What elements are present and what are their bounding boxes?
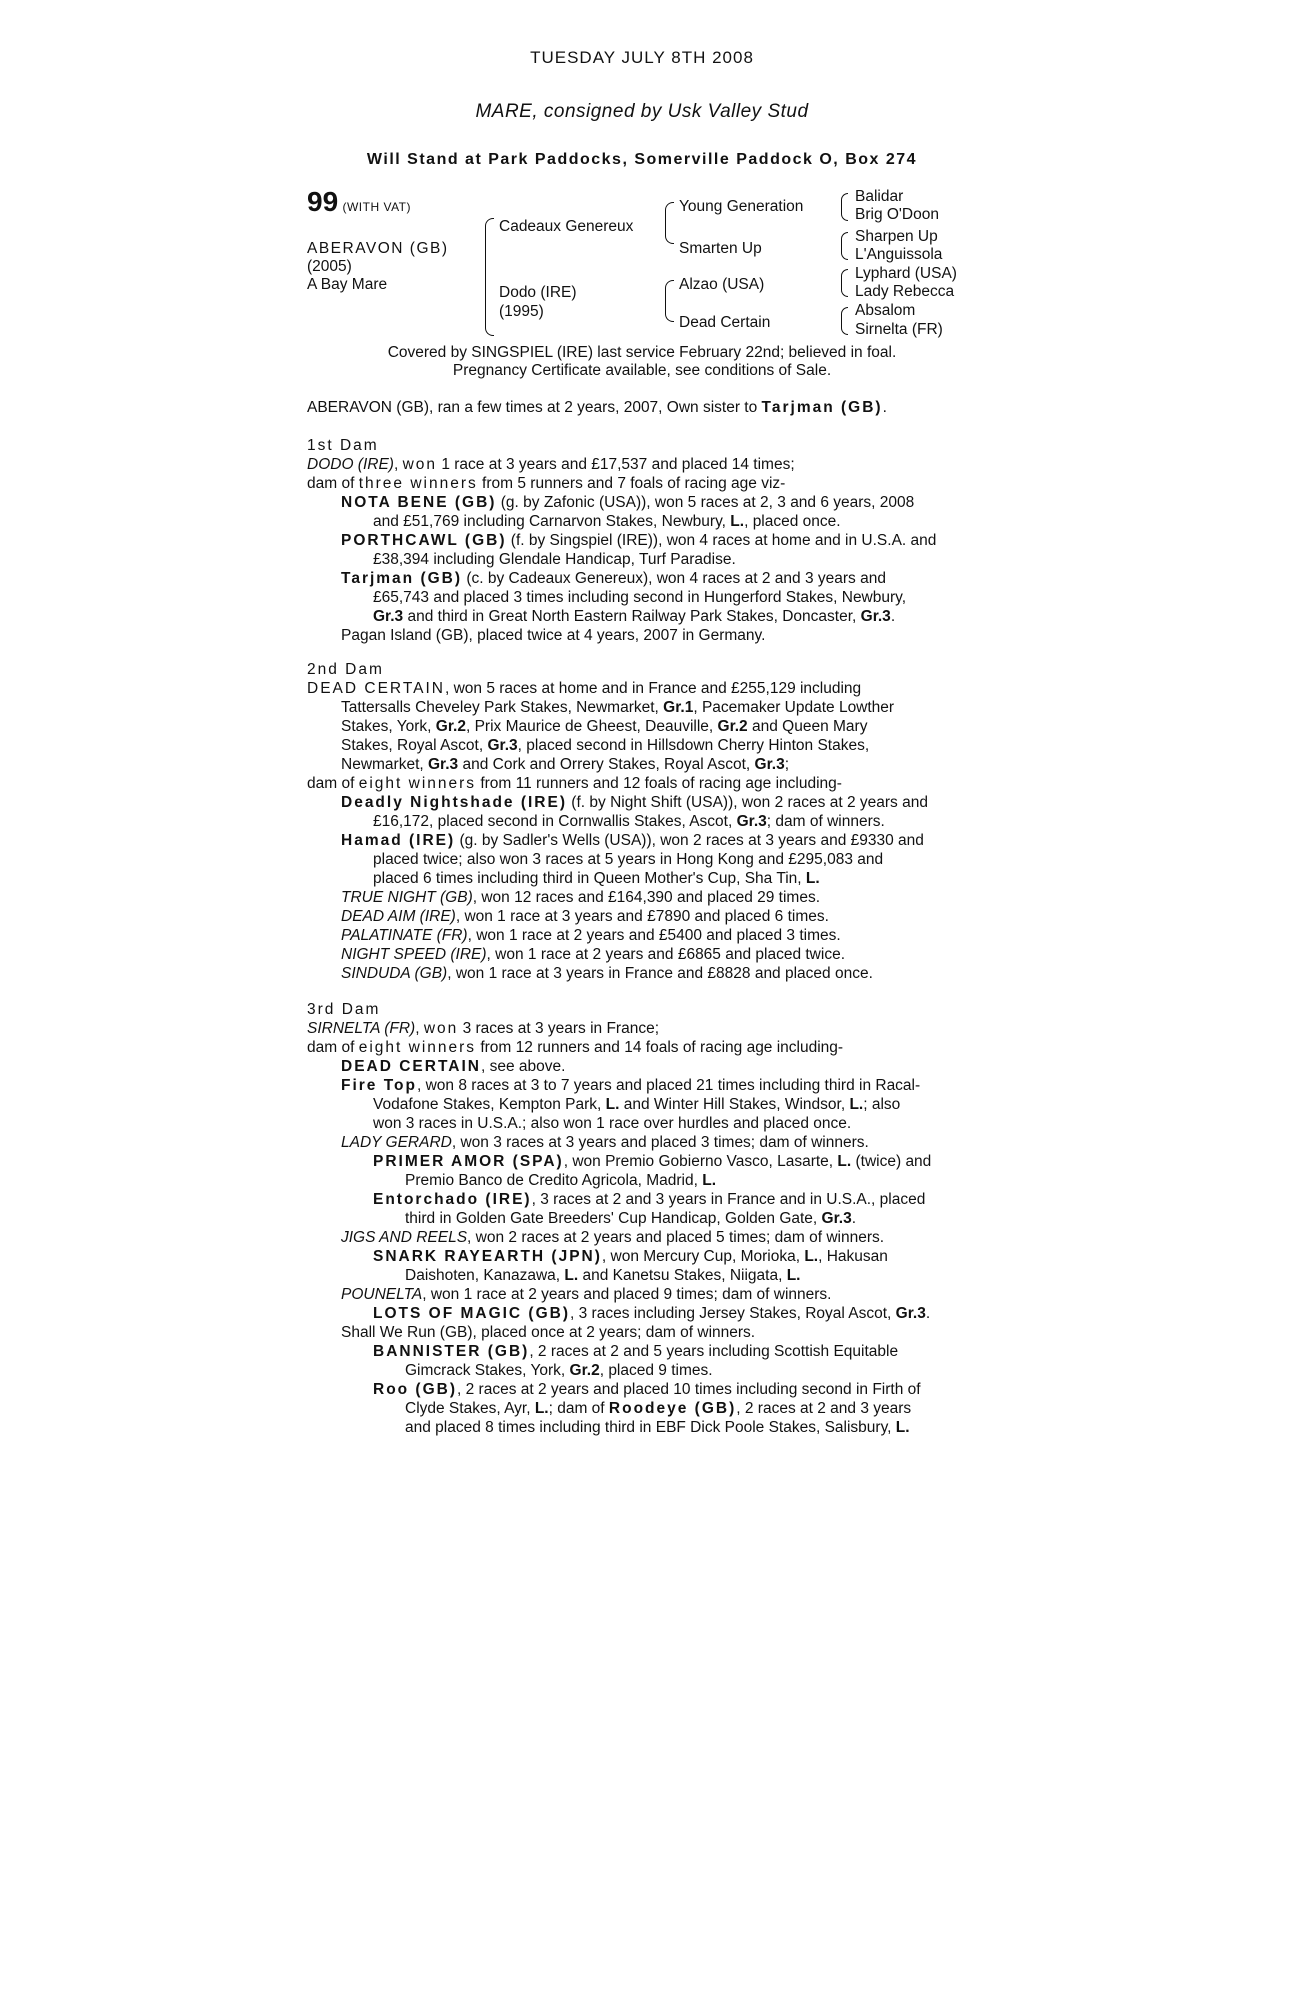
- ped-ds: Alzao (USA): [679, 276, 765, 293]
- covered-line-1: Covered by SINGSPIEL (IRE) last service February 22nd; believed in foal.: [387, 344, 897, 361]
- grade: L.: [702, 1172, 717, 1189]
- produce-rest: from 5 runners and 7 foals of racing age viz-: [477, 475, 786, 492]
- first-dam-section: [307, 436, 977, 645]
- grade: L.: [805, 870, 820, 887]
- grade: L.: [895, 1419, 910, 1436]
- produce-bannister-cont: [307, 1361, 977, 1380]
- ped-dd: Dead Certain: [679, 314, 771, 331]
- horse-description: A Bay Mare: [307, 276, 388, 293]
- produce-text: (twice) and: [851, 1153, 932, 1170]
- third-dam-heading: 3rd Dam: [307, 1001, 381, 1018]
- dam-name: DODO (IRE): [307, 456, 394, 473]
- produce-hamad-cont2: [307, 869, 977, 888]
- lot-number-value: 99: [307, 186, 339, 217]
- produce-summary: [307, 474, 977, 493]
- produce-roo-cont2: [307, 1418, 977, 1437]
- stand-location: Will Stand at Park Paddocks, Somerville Paddock O, Box 274: [366, 151, 918, 168]
- produce-deadly-nightshade-cont: [307, 812, 977, 831]
- produce-pounelta: [307, 1285, 977, 1304]
- produce-text: , won 1 race at 3 years in France and £8828 and placed once.: [447, 965, 873, 982]
- produce-text: , placed once.: [744, 513, 841, 530]
- produce-name: Deadly Nightshade (IRE): [341, 794, 567, 811]
- produce-text: and Winter Hill Stakes, Windsor,: [619, 1096, 850, 1113]
- ped-dsd: Lady Rebecca: [855, 283, 955, 300]
- brace-3b: [841, 232, 848, 260]
- produce-nota-bene: [307, 493, 977, 512]
- racing-record: [307, 398, 977, 417]
- produce-pagan-island: Pagan Island (GB), placed twice at 4 years, 2007 in Germany.: [341, 627, 766, 644]
- grade: Gr.3: [428, 756, 459, 773]
- produce-text: and third in Great North Eastern Railway Park Stakes, Doncaster,: [403, 608, 861, 625]
- dam-record: , Prix Maurice de Gheest, Deauville,: [465, 718, 718, 735]
- ped-sss: Balidar: [855, 188, 904, 205]
- second-dam-line-3: [307, 717, 977, 736]
- pedigree-table: [307, 188, 977, 348]
- produce-text: , 3 races including Jersey Stakes, Royal Ascot,: [570, 1305, 896, 1322]
- produce-fire-top: [307, 1076, 977, 1095]
- produce-pre: dam of: [307, 475, 359, 492]
- produce-text: placed 6 times including third in Queen Mother's Cup, Sha Tin,: [373, 870, 806, 887]
- ped-dds: Absalom: [855, 302, 916, 319]
- grade: L.: [564, 1267, 579, 1284]
- dam-record: Stakes, York,: [341, 718, 436, 735]
- produce-name: NOTA BENE (GB): [341, 494, 497, 511]
- produce-text: (g. by Sadler's Wells (USA)), won 2 races at 3 years and £9330 and: [455, 832, 924, 849]
- ped-sdd: L'Anguissola: [855, 246, 943, 263]
- produce-text: ; dam of winners.: [766, 813, 885, 830]
- produce-fire-top-cont: [307, 1095, 977, 1114]
- dam-record: and Queen Mary: [747, 718, 868, 735]
- produce-name: POUNELTA: [341, 1286, 423, 1303]
- dam-record: 1 race at 3 years and £17,537 and placed 14 times;: [437, 456, 795, 473]
- produce-text: .: [925, 1305, 931, 1322]
- covered-line-2: Pregnancy Certificate available, see conditions of Sale.: [452, 362, 832, 379]
- produce-text: , see above.: [480, 1058, 566, 1075]
- produce-name: Hamad (IRE): [341, 832, 456, 849]
- produce-hamad: [307, 831, 977, 850]
- produce-text: , won 8 races at 3 to 7 years and placed 21 times including third in Racal-: [417, 1077, 921, 1094]
- produce-name: Fire Top: [341, 1077, 417, 1094]
- produce-name: TRUE NIGHT (GB): [341, 889, 473, 906]
- produce-text: and Kanetsu Stakes, Niigata,: [578, 1267, 787, 1284]
- produce-text: £16,172, placed second in Cornwallis Stakes, Ascot,: [373, 813, 737, 830]
- grade: Gr.2: [569, 1362, 600, 1379]
- grade: Gr.3: [487, 737, 518, 754]
- produce-text: , won Mercury Cup, Morioka,: [601, 1248, 805, 1265]
- produce-nota-bene-cont: [307, 512, 977, 531]
- produce-roo: [307, 1380, 977, 1399]
- produce-pre: dam of: [307, 1039, 359, 1056]
- produce-text: , won 1 race at 3 years and £7890 and placed 6 times.: [455, 908, 829, 925]
- produce-entorchado: [307, 1190, 977, 1209]
- produce-name: JIGS AND REELS: [341, 1229, 468, 1246]
- produce-text: , won 1 race at 2 years and placed 9 times; dam of winners.: [422, 1286, 832, 1303]
- second-dam-line: [307, 679, 977, 698]
- dam-record: Newmarket,: [341, 756, 428, 773]
- ped-dam: Dodo (IRE): [499, 284, 577, 301]
- grade: L.: [786, 1267, 801, 1284]
- produce-text: third in Golden Gate Breeders' Cup Handicap, Golden Gate,: [405, 1210, 822, 1227]
- produce-text: , 2 races at 2 years and placed 10 times including second in Firth of: [457, 1381, 921, 1398]
- dam-name: SIRNELTA (FR): [307, 1020, 416, 1037]
- produce-text: (f. by Night Shift (USA)), won 2 races at 2 years and: [567, 794, 928, 811]
- produce-name: DEAD AIM (IRE): [341, 908, 456, 925]
- produce-name: PORTHCAWL (GB): [341, 532, 507, 549]
- sister-name: Tarjman (GB): [761, 399, 883, 416]
- produce-name: LOTS OF MAGIC (GB): [373, 1305, 571, 1322]
- second-dam-line-5: [307, 755, 977, 774]
- produce-text: , won Premio Gobierno Vasco, Lasarte,: [563, 1153, 838, 1170]
- grade: L.: [730, 513, 745, 530]
- produce-summary: [307, 774, 977, 793]
- ped-ss: Young Generation: [679, 198, 804, 215]
- produce-text: .: [890, 608, 896, 625]
- produce-sinduda: [307, 964, 977, 983]
- produce-text: , 2 races at 2 and 3 years: [736, 1400, 912, 1417]
- brace-3a: [841, 193, 848, 221]
- produce-name: SINDUDA (GB): [341, 965, 448, 982]
- produce-text: ; dam of: [548, 1400, 609, 1417]
- second-dam-line-4: [307, 736, 977, 755]
- horse-details: [307, 240, 449, 294]
- brace-3d: [841, 307, 848, 335]
- produce-night-speed: [307, 945, 977, 964]
- produce-text: , placed 9 times.: [599, 1362, 713, 1379]
- ped-dam-year: (1995): [499, 303, 544, 320]
- horse-name: ABERAVON (GB): [307, 240, 449, 257]
- grade: Gr.3: [821, 1210, 852, 1227]
- produce-text: and £51,769 including Carnarvon Stakes, Newbury,: [373, 513, 731, 530]
- brace-2a: [665, 202, 674, 244]
- produce-palatinate: [307, 926, 977, 945]
- racing-suffix: .: [882, 399, 887, 416]
- produce-porthcawl: [307, 531, 977, 550]
- produce-lady-gerard: [307, 1133, 977, 1152]
- produce-text: Gimcrack Stakes, York,: [405, 1362, 570, 1379]
- produce-name: Roo (GB): [373, 1381, 458, 1398]
- horse-year: (2005): [307, 258, 352, 275]
- produce-name: SNARK RAYEARTH (JPN): [373, 1248, 602, 1265]
- produce-porthcawl-cont: £38,394 including Glendale Handicap, Turf Paradise.: [373, 551, 736, 568]
- dam-record: and Cork and Orrery Stakes, Royal Ascot,: [458, 756, 755, 773]
- brace-2b: [665, 280, 674, 322]
- grade: L.: [837, 1153, 852, 1170]
- produce-name: NIGHT SPEED (IRE): [341, 946, 487, 963]
- dam-record: 3 races at 3 years in France;: [458, 1020, 660, 1037]
- produce-deadly-nightshade: [307, 793, 977, 812]
- produce-name: DEAD CERTAIN: [341, 1058, 481, 1075]
- winners-count: eight winners: [358, 1039, 477, 1056]
- vat-note: (WITH VAT): [342, 200, 412, 214]
- produce-text: , won 1 race at 2 years and £5400 and placed 3 times.: [467, 927, 841, 944]
- winners-count: three winners: [358, 475, 478, 492]
- grade: L.: [605, 1096, 620, 1113]
- won-word: won: [423, 1020, 459, 1037]
- produce-pre: dam of: [307, 775, 359, 792]
- grade: Gr.2: [435, 718, 466, 735]
- grade: Gr.2: [717, 718, 748, 735]
- produce-text: , 3 races at 2 and 3 years in France and in U.S.A., placed: [531, 1191, 926, 1208]
- produce-rest: from 11 runners and 12 foals of racing age including-: [476, 775, 842, 792]
- dam-record: , won 5 races at home and in France and £255,129 including: [444, 680, 862, 697]
- produce-name: Tarjman (GB): [341, 570, 463, 587]
- produce-text: and placed 8 times including third in EBF Dick Poole Stakes, Salisbury,: [405, 1419, 896, 1436]
- produce-jigs-and-reels: [307, 1228, 977, 1247]
- produce-bannister: [307, 1342, 977, 1361]
- ped-ssd: Brig O'Doon: [855, 206, 939, 223]
- produce-name: PRIMER AMOR (SPA): [373, 1153, 564, 1170]
- produce-name: Entorchado (IRE): [373, 1191, 532, 1208]
- racing-text: ABERAVON (GB), ran a few times at 2 years, 2007, Own sister to: [307, 399, 762, 416]
- ped-sds: Sharpen Up: [855, 228, 938, 245]
- produce-true-night: [307, 888, 977, 907]
- grade: L.: [804, 1248, 819, 1265]
- produce-dead-aim: [307, 907, 977, 926]
- produce-tarjman-cont2: [307, 607, 977, 626]
- second-dam-line-2: [307, 698, 977, 717]
- produce-text: ; also: [863, 1096, 901, 1113]
- produce-name: Roodeye (GB): [608, 1400, 737, 1417]
- produce-text: (g. by Zafonic (USA)), won 5 races at 2, 3 and 6 years, 2008: [496, 494, 915, 511]
- produce-summary: [307, 1038, 977, 1057]
- produce-text: , Hakusan: [818, 1248, 888, 1265]
- produce-name: PALATINATE (FR): [341, 927, 468, 944]
- sale-date: TUESDAY JULY 8TH 2008: [530, 48, 754, 67]
- produce-text: .: [851, 1210, 857, 1227]
- produce-text: Daishoten, Kanazawa,: [405, 1267, 565, 1284]
- ped-sire: Cadeaux Genereux: [499, 218, 634, 235]
- second-dam-heading: 2nd Dam: [307, 661, 384, 678]
- produce-rest: from 12 runners and 14 foals of racing age including-: [476, 1039, 844, 1056]
- produce-text: (f. by Singspiel (IRE)), won 4 races at home and in U.S.A. and: [506, 532, 937, 549]
- produce-hamad-cont: placed twice; also won 3 races at 5 years in Hong Kong and £295,083 and: [373, 851, 884, 868]
- produce-text: , 2 races at 2 and 5 years including Scottish Equitable: [529, 1343, 899, 1360]
- covered-note: [307, 344, 977, 380]
- produce-tarjman-cont: £65,743 and placed 3 times including second in Hungerford Stakes, Newbury,: [373, 589, 907, 606]
- produce-snark-rayearth-cont: [307, 1266, 977, 1285]
- ped-dss: Lyphard (USA): [855, 265, 957, 282]
- produce-lots-of-magic: [307, 1304, 977, 1323]
- grade: Gr.3: [754, 756, 785, 773]
- produce-text: Clyde Stakes, Ayr,: [405, 1400, 535, 1417]
- second-dam-section: [307, 660, 977, 983]
- produce-text: , won 1 race at 2 years and £6865 and placed twice.: [486, 946, 845, 963]
- produce-text: Vodafone Stakes, Kempton Park,: [373, 1096, 606, 1113]
- third-dam-section: [307, 1000, 977, 1437]
- grade: L.: [534, 1400, 549, 1417]
- first-dam-heading: 1st Dam: [307, 437, 379, 454]
- produce-dead-certain: [307, 1057, 977, 1076]
- produce-text: (c. by Cadeaux Genereux), won 4 races at 2 and 3 years and: [462, 570, 886, 587]
- produce-name: LADY GERARD: [341, 1134, 452, 1151]
- produce-shall-we-run: Shall We Run (GB), placed once at 2 years; dam of winners.: [341, 1324, 756, 1341]
- produce-fire-top-cont2: won 3 races in U.S.A.; also won 1 race over hurdles and placed once.: [373, 1115, 852, 1132]
- grade: Gr.3: [736, 813, 767, 830]
- produce-text: , won 2 races at 2 years and placed 5 times; dam of winners.: [467, 1229, 885, 1246]
- dam-record: Tattersalls Cheveley Park Stakes, Newmarket,: [341, 699, 664, 716]
- produce-name: BANNISTER (GB): [373, 1343, 530, 1360]
- third-dam-line: SIRNELTA (FR), won 3 races at 3 years in France;: [307, 1020, 660, 1037]
- winners-count: eight winners: [358, 775, 477, 792]
- won-word: won: [402, 456, 438, 473]
- brace-1: [485, 218, 494, 336]
- dam-record: , placed second in Hillsdown Cherry Hinton Stakes,: [517, 737, 870, 754]
- grade: Gr.3: [373, 608, 404, 625]
- dam-record: ;: [784, 756, 790, 773]
- dam-record: Stakes, Royal Ascot,: [341, 737, 488, 754]
- produce-primer-amor-cont: [307, 1171, 977, 1190]
- produce-text: Premio Banco de Credito Agricola, Madrid,: [405, 1172, 703, 1189]
- produce-entorchado-cont: [307, 1209, 977, 1228]
- lot-number: [307, 186, 412, 217]
- produce-text: , won 12 races and £164,390 and placed 29 times.: [472, 889, 821, 906]
- grade: L.: [849, 1096, 864, 1113]
- grade: Gr.3: [860, 608, 891, 625]
- grade: Gr.1: [663, 699, 694, 716]
- produce-roo-cont: [307, 1399, 977, 1418]
- produce-text: , won 3 races at 3 years and placed 3 times; dam of winners.: [451, 1134, 869, 1151]
- produce-tarjman: [307, 569, 977, 588]
- dam-record: , Pacemaker Update Lowther: [693, 699, 895, 716]
- first-dam-line: DODO (IRE), won 1 race at 3 years and £17,537 and placed 14 times;: [307, 456, 795, 473]
- ped-sd: Smarten Up: [679, 240, 762, 257]
- grade: Gr.3: [895, 1305, 926, 1322]
- dam-name: DEAD CERTAIN: [307, 680, 445, 697]
- ped-ddd: Sirnelta (FR): [855, 321, 943, 338]
- consignment-line: MARE, consigned by Usk Valley Stud: [475, 101, 809, 122]
- brace-3c: [841, 269, 848, 297]
- produce-snark-rayearth: [307, 1247, 977, 1266]
- produce-primer-amor: [307, 1152, 977, 1171]
